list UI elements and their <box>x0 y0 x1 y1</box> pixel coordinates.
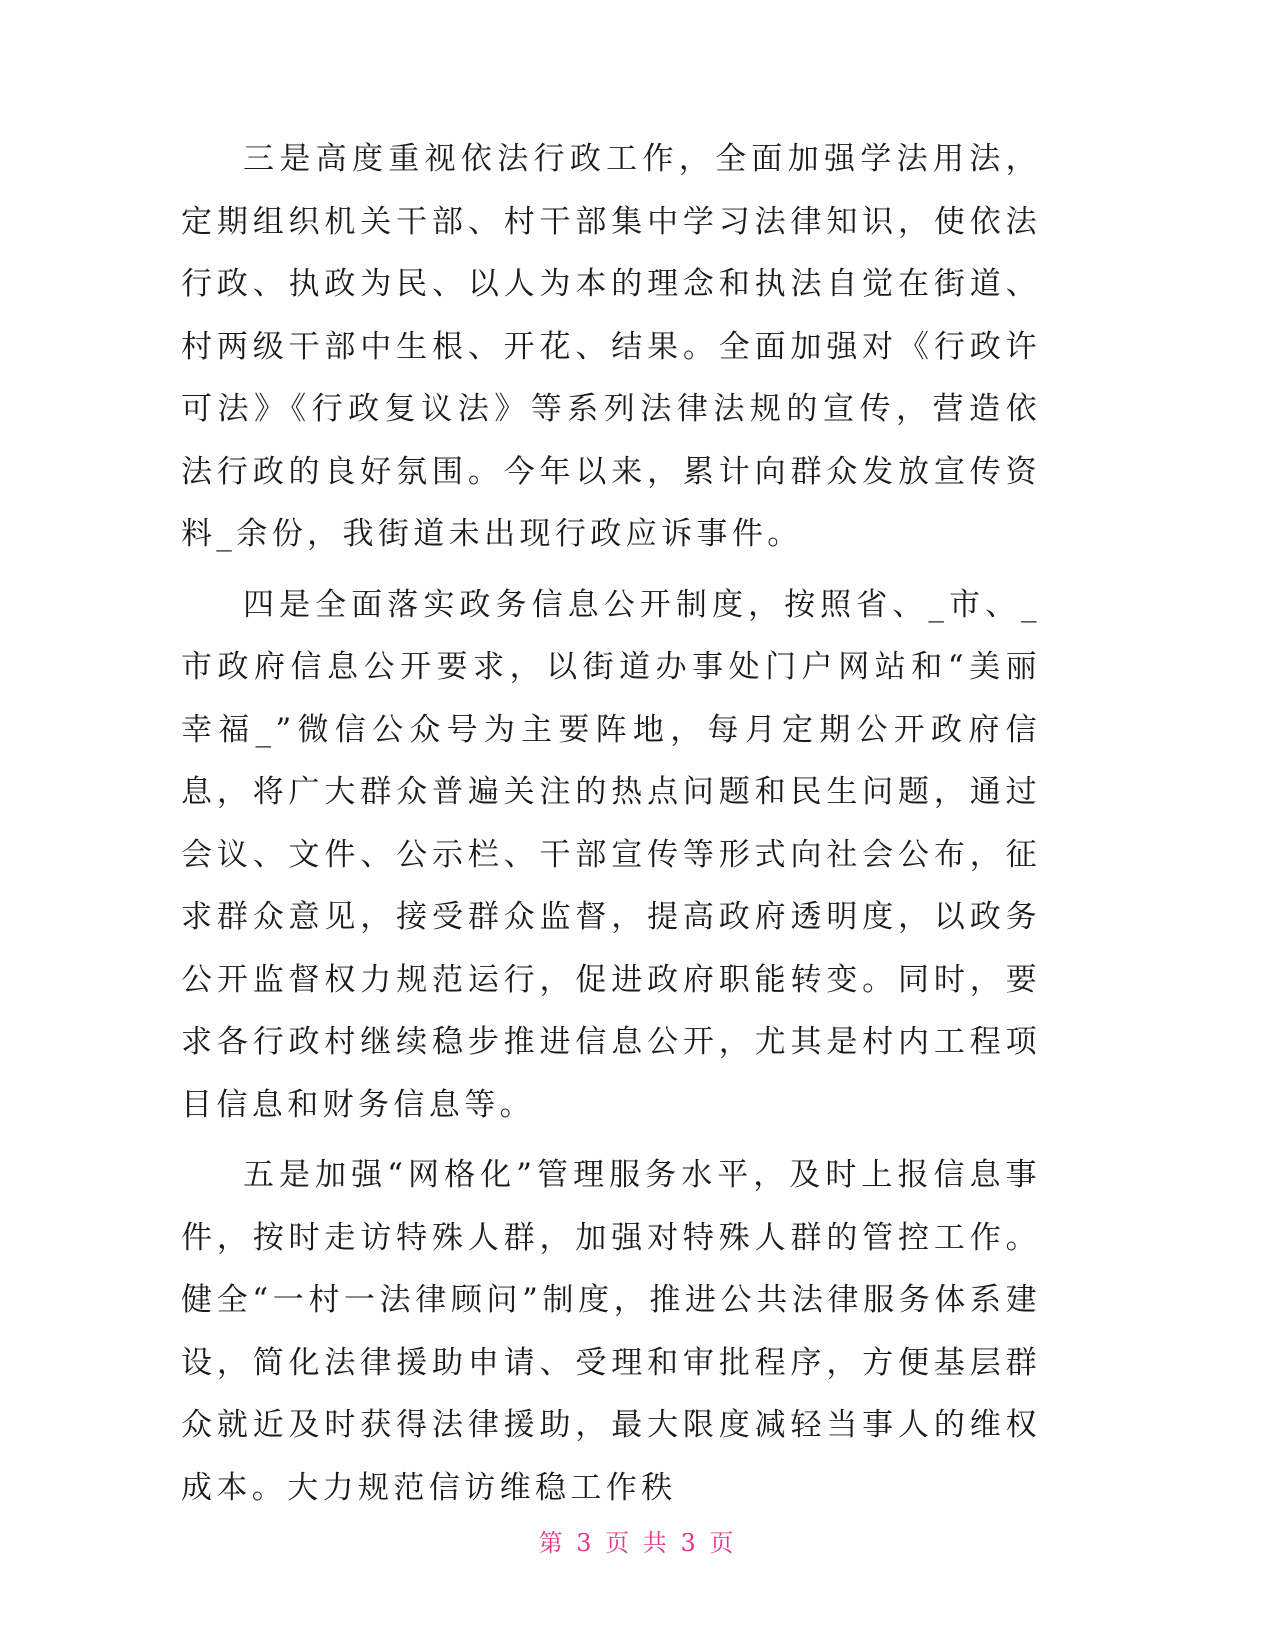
paragraph-grid-management: 五是加强“网格化”管理服务水平，及时上报信息事件，按时走访特殊人群，加强对特殊人群的管控工作。健全“一村一法律顾问”制度，推进公共法律服务体系建设，简化法律援助申请、受理和审批程序，方便基层群众就近及时获得法律援助，最大限度减轻当事人的维权成本。大力规范信访维稳工作秩 <box>181 1157 1041 1506</box>
document-body <box>181 128 1041 1519</box>
paragraph-information-disclosure: 四是全面落实政务信息公开制度，按照省、_市、_市政府信息公开要求，以街道办事处门户网站和“美丽幸福_”微信公众号为主要阵地，每月定期公开政府信息，将广大群众普遍关注的热点问题和民生问题，通过会议、文件、公示栏、干部宣传等形式向社会公布，征求群众意见，接受群众监督，提高政府透明度，以政务公开监督权力规范运行，促进政府职能转变。同时，要求各行政村继续稳步推进信息公开，尤其是村内工程项目信息和财务信息等。 <box>181 586 1041 1123</box>
paragraph-legal-administration: 三是高度重视依法行政工作，全面加强学法用法，定期组织机关干部、村干部集中学习法律知识，使依法行政、执政为民、以人为本的理念和执法自觉在街道、村两级干部中生根、开花、结果。全面加强对《行政许可法》《行政复议法》等系列法律法规的宣传，营造依法行政的良好氛围。今年以来，累计向群众发放宣传资料_余份，我街道未出现行政应诉事件。 <box>181 141 1041 552</box>
page-number-footer: 第 3 页 共 3 页 <box>538 1529 737 1557</box>
